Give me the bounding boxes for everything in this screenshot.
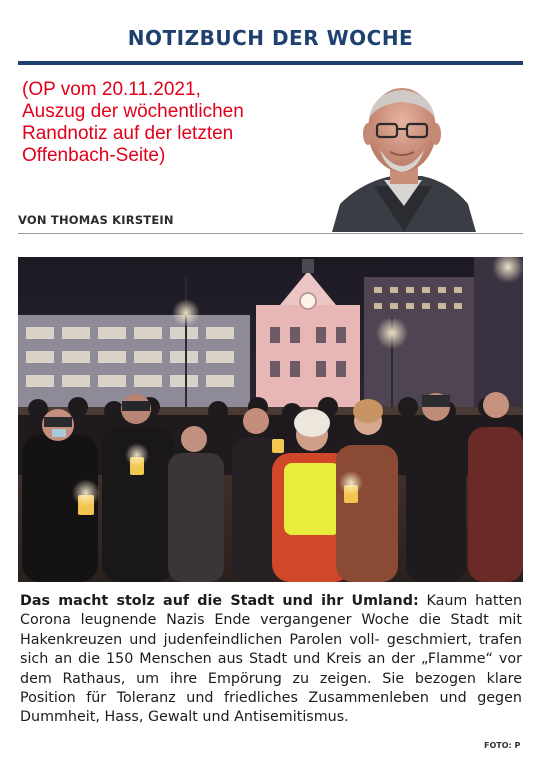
- byline-divider: [18, 233, 523, 234]
- caption-line: zu zeigen. Sie bezogen klare Position für Toleranz und: [20, 670, 523, 707]
- caption-line: Corona leugnende Nazis Ende vergangener Woche die: [20, 612, 441, 629]
- caption-line: Stadt mit Hakenkreuzen und judenfeindlichen Parolen voll-: [20, 612, 522, 648]
- source-note-line: Auszug der wöchentlichen: [22, 101, 244, 122]
- caption-lead: Das macht stolz auf die Stadt und ihr Umland:: [20, 593, 419, 609]
- vigil-photo-image: [18, 257, 523, 582]
- source-note: [22, 79, 322, 167]
- rubric-divider: [18, 61, 523, 65]
- source-note-line: Randnotiz auf der letzten: [22, 123, 234, 144]
- caption-line: geschmiert, trafen sich an die 150 Menschen aus Stadt und: [20, 631, 522, 668]
- source-note-line: (OP vom 20.11.2021,: [22, 79, 201, 100]
- caption-line: Kaum hatten: [426, 593, 523, 609]
- author-portrait: [322, 78, 480, 232]
- photo-credit: FOTO: P: [484, 741, 521, 750]
- caption-line: Gewalt und Antisemitismus.: [147, 709, 349, 726]
- rubric-title: NOTIZBUCH DER WOCHE: [127, 26, 414, 50]
- author-byline: VON THOMAS KIRSTEIN: [18, 213, 174, 227]
- caption-line: Kreis an der „Flamme“ vor dem Rathaus, um ihre Empörung: [20, 651, 523, 687]
- photo-caption: [20, 592, 522, 728]
- author-portrait-image: [322, 78, 480, 232]
- vigil-photo: [18, 257, 523, 582]
- source-note-line: Offenbach-Seite): [22, 145, 166, 166]
- caption-line: friedliches Zusammenleben und gegen Dummheit, Hass,: [20, 690, 522, 726]
